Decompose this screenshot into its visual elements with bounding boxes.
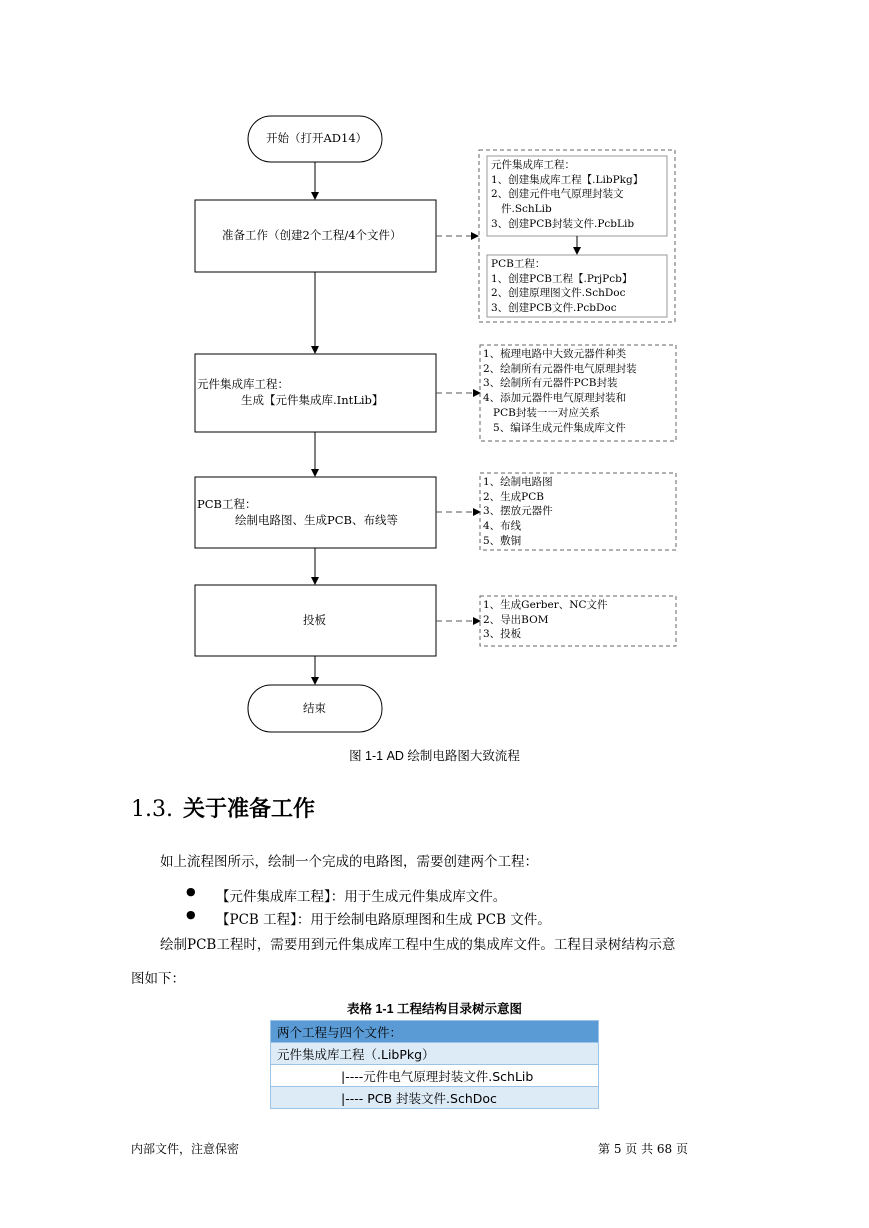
table-row	[271, 1087, 599, 1109]
note-library-text: 1、梳理电路中大致元器件种类 2、绘制所有元器件电气原理封装 3、绘制所有元器件PCB封装 4、添加元器件电气原理封装和 PCB封装一一对应关系 5、编译生成元件集成库文件	[483, 348, 637, 434]
paragraph: 如上流程图所示，绘制一个完成的电路图，需要创建两个工程：	[160, 854, 538, 870]
table-caption: 表格 1-1 工程结构目录树示意图	[346, 1002, 522, 1016]
step-pcb-label-1: PCB工程：	[197, 497, 257, 511]
table-cell: 元件集成库工程（.LibPkg）	[271, 1043, 599, 1065]
paragraph: 图如下：	[131, 971, 185, 987]
bullet-icon: ●	[186, 908, 196, 921]
step-pcb-label-2: 绘制电路图、生成PCB、布线等	[235, 513, 398, 527]
table-cell: 两个工程与四个文件：	[271, 1021, 599, 1043]
step-library-label-1: 元件集成库工程：	[197, 377, 289, 391]
note-prepare-library-text: 元件集成库工程： 1、创建集成库工程【.LibPkg】 2、创建元件电气原理封装文 件.SchLib 3、创建PCB封装文件.PcbLib	[491, 159, 644, 230]
end-label: 结束	[303, 701, 326, 715]
figure-caption: 图 1-1 AD 绘制电路图大致流程	[349, 749, 520, 763]
list-item-text: 【元件集成库工程】：用于生成元件集成库文件。	[216, 889, 507, 905]
table-row	[271, 1021, 599, 1043]
table-cell: |----元件电气原理封装文件.SchLib	[271, 1065, 599, 1087]
section-heading	[131, 792, 315, 823]
footer-left: 内部文件，注意保密	[131, 1142, 240, 1156]
start-label: 开始（打开AD14）	[266, 131, 368, 145]
note-prepare-pcb-text: PCB工程： 1、创建PCB工程【.PrjPcb】 2、创建原理图文件.SchDoc 3、创建PCB文件.PcbDoc	[491, 258, 633, 315]
table-cell: |---- PCB 封装文件.SchDoc	[271, 1087, 599, 1109]
table-row	[271, 1043, 599, 1065]
project-structure-table	[270, 1020, 599, 1109]
list-item	[186, 885, 507, 905]
step-prepare-label: 准备工作（创建2个工程/4个文件）	[222, 228, 402, 242]
step-submit-label: 投板	[303, 613, 326, 627]
section-number: 1.3.	[131, 797, 173, 822]
list-item-text: 【PCB 工程】：用于绘制电路原理图和生成 PCB 文件。	[216, 912, 551, 928]
footer-page-number: 第 5 页 共 68 页	[598, 1142, 688, 1156]
bullet-icon: ●	[186, 885, 196, 898]
list-item	[186, 908, 551, 928]
table-row	[271, 1065, 599, 1087]
note-submit-text: 1、生成Gerber、NC文件 2、导出BOM 3、投板	[483, 599, 608, 641]
note-pcb-text: 1、绘制电路图 2、生成PCB 3、摆放元器件 4、布线 5、敷铜	[483, 476, 553, 547]
paragraph: 绘制PCB工程时，需要用到元件集成库工程中生成的集成库文件。工程目录树结构示意	[160, 937, 676, 953]
step-library-label-2: 生成【元件集成库.IntLib】	[241, 393, 384, 407]
section-title: 关于准备工作	[182, 797, 315, 822]
